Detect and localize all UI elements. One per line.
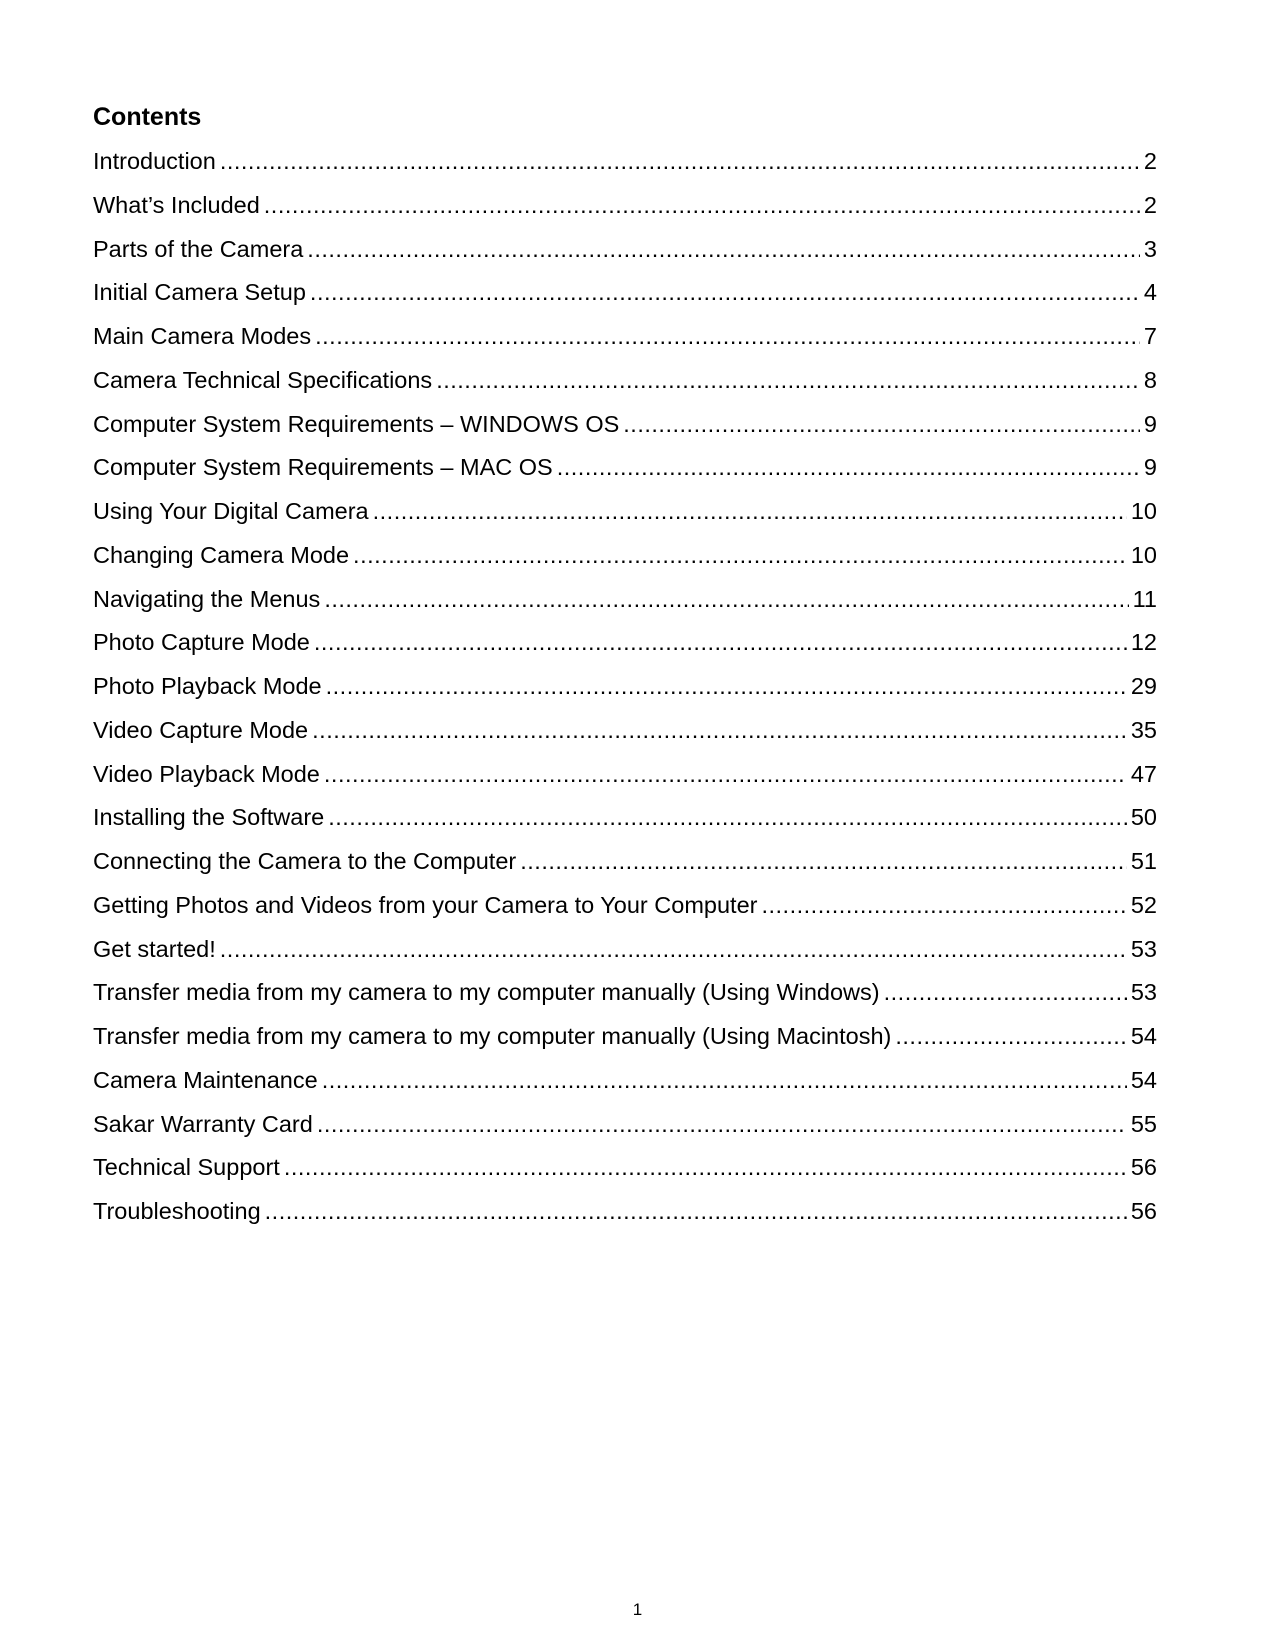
toc-entry-title: Camera Maintenance (93, 1065, 322, 1095)
toc-entry[interactable] (93, 321, 1157, 365)
toc-entry[interactable] (93, 1109, 1157, 1153)
toc-dot-leader (353, 540, 1127, 570)
toc-dot-leader (310, 277, 1140, 307)
toc-entry-page: 52 (1130, 891, 1157, 918)
toc-dot-leader (324, 584, 1128, 614)
toc-entry-title: Computer System Requirements – MAC OS (93, 452, 557, 482)
toc-entry-page: 47 (1130, 760, 1157, 787)
toc-entry-title: Changing Camera Mode (93, 540, 353, 570)
toc-dot-leader (373, 496, 1127, 526)
toc-entry[interactable] (93, 234, 1157, 278)
toc-entry-page: 29 (1130, 673, 1157, 699)
toc-entry-title: Using Your Digital Camera (93, 496, 373, 526)
toc-entry-page: 7 (1143, 323, 1157, 349)
toc-entry-page: 2 (1143, 191, 1157, 218)
toc-entry-page: 8 (1143, 366, 1157, 393)
toc-entry[interactable] (93, 365, 1157, 409)
toc-dot-leader (328, 802, 1127, 832)
toc-entry-title: Photo Playback Mode (93, 671, 326, 701)
toc-entry-title: Video Playback Mode (93, 759, 324, 789)
toc-entry[interactable] (93, 977, 1157, 1021)
toc-entry-page: 11 (1132, 585, 1157, 612)
toc-dot-leader (220, 934, 1127, 964)
toc-dot-leader (314, 627, 1127, 657)
toc-entry[interactable] (93, 627, 1157, 671)
toc-entry-page: 2 (1143, 148, 1157, 174)
toc-entry-title: Transfer media from my camera to my computer manually (Using Windows) (93, 977, 884, 1007)
toc-entry-title: Sakar Warranty Card (93, 1109, 317, 1139)
toc-entry[interactable] (93, 146, 1157, 190)
toc-dot-leader (623, 409, 1140, 439)
toc-entry[interactable] (93, 1196, 1157, 1240)
toc-entry[interactable] (93, 409, 1157, 453)
toc-entry[interactable] (93, 802, 1157, 846)
toc-entry[interactable] (93, 496, 1157, 540)
toc-dot-leader (326, 671, 1127, 701)
toc-entry-title: Camera Technical Specifications (93, 365, 436, 395)
toc-dot-leader (322, 1065, 1127, 1095)
toc-dot-leader (324, 759, 1127, 789)
toc-entry-page: 9 (1143, 454, 1157, 481)
toc-dot-leader (557, 452, 1140, 482)
toc-entry-title: Initial Camera Setup (93, 277, 310, 307)
toc-dot-leader (884, 977, 1127, 1007)
toc-entry-title: Getting Photos and Videos from your Camera to Your Computer (93, 890, 761, 920)
toc-entry[interactable] (93, 540, 1157, 584)
toc-entry-title: Navigating the Menus (93, 584, 324, 614)
toc-entry-title: Get started! (93, 934, 220, 964)
page-number: 1 (632, 1600, 643, 1619)
toc-dot-leader (265, 1196, 1127, 1226)
toc-entry[interactable] (93, 1021, 1157, 1065)
toc-entry[interactable] (93, 759, 1157, 803)
toc-entry[interactable] (93, 934, 1157, 978)
toc-dot-leader (315, 321, 1140, 351)
toc-entry[interactable] (93, 277, 1157, 321)
toc-dot-leader (436, 365, 1140, 395)
toc-list (93, 146, 1157, 1240)
toc-heading: Contents (93, 103, 202, 131)
toc-dot-leader (520, 846, 1127, 876)
toc-entry[interactable] (93, 1065, 1157, 1109)
toc-entry-title: Installing the Software (93, 802, 328, 832)
toc-dot-leader (264, 190, 1140, 220)
toc-entry[interactable] (93, 452, 1157, 496)
toc-entry[interactable] (93, 190, 1157, 234)
toc-entry[interactable] (93, 715, 1157, 759)
toc-entry-page: 54 (1130, 1066, 1157, 1093)
toc-dot-leader (220, 146, 1140, 176)
toc-entry-page: 55 (1130, 1110, 1157, 1137)
toc-dot-leader (317, 1109, 1127, 1139)
toc-entry-page: 53 (1130, 979, 1157, 1006)
toc-dot-leader (895, 1021, 1126, 1051)
toc-entry[interactable] (93, 1152, 1157, 1196)
toc-entry-title: Computer System Requirements – WINDOWS OS (93, 409, 623, 439)
toc-entry-title: Parts of the Camera (93, 234, 307, 264)
toc-entry-title: Troubleshooting (93, 1196, 265, 1226)
toc-entry-title: Photo Capture Mode (93, 627, 314, 657)
toc-entry-page: 9 (1143, 410, 1157, 437)
toc-entry-page: 50 (1130, 804, 1157, 831)
toc-entry-page: 54 (1130, 1023, 1157, 1049)
toc-entry-page: 53 (1130, 935, 1157, 962)
toc-dot-leader (307, 234, 1140, 264)
toc-entry[interactable] (93, 846, 1157, 890)
toc-dot-leader (312, 715, 1127, 745)
toc-entry-page: 10 (1130, 541, 1157, 568)
toc-entry-title: Connecting the Camera to the Computer (93, 846, 520, 876)
toc-entry-page: 56 (1130, 1198, 1157, 1224)
toc-entry-page: 10 (1130, 498, 1157, 524)
toc-entry[interactable] (93, 584, 1157, 628)
toc-entry-title: Transfer media from my camera to my computer manually (Using Macintosh) (93, 1021, 895, 1051)
toc-entry-title: What’s Included (93, 190, 264, 220)
toc-entry-page: 3 (1143, 235, 1157, 262)
toc-entry-page: 35 (1130, 716, 1157, 743)
toc-entry-page: 51 (1130, 848, 1157, 874)
toc-entry-page: 12 (1130, 629, 1157, 656)
toc-entry-page: 56 (1130, 1154, 1157, 1181)
toc-entry-title: Introduction (93, 146, 220, 176)
toc-entry[interactable] (93, 890, 1157, 934)
toc-entry-title: Video Capture Mode (93, 715, 312, 745)
toc-dot-leader (284, 1152, 1127, 1182)
toc-entry-page: 4 (1143, 279, 1157, 306)
toc-entry-title: Main Camera Modes (93, 321, 315, 351)
toc-entry[interactable] (93, 671, 1157, 715)
toc-dot-leader (761, 890, 1126, 920)
toc-entry-title: Technical Support (93, 1152, 284, 1182)
